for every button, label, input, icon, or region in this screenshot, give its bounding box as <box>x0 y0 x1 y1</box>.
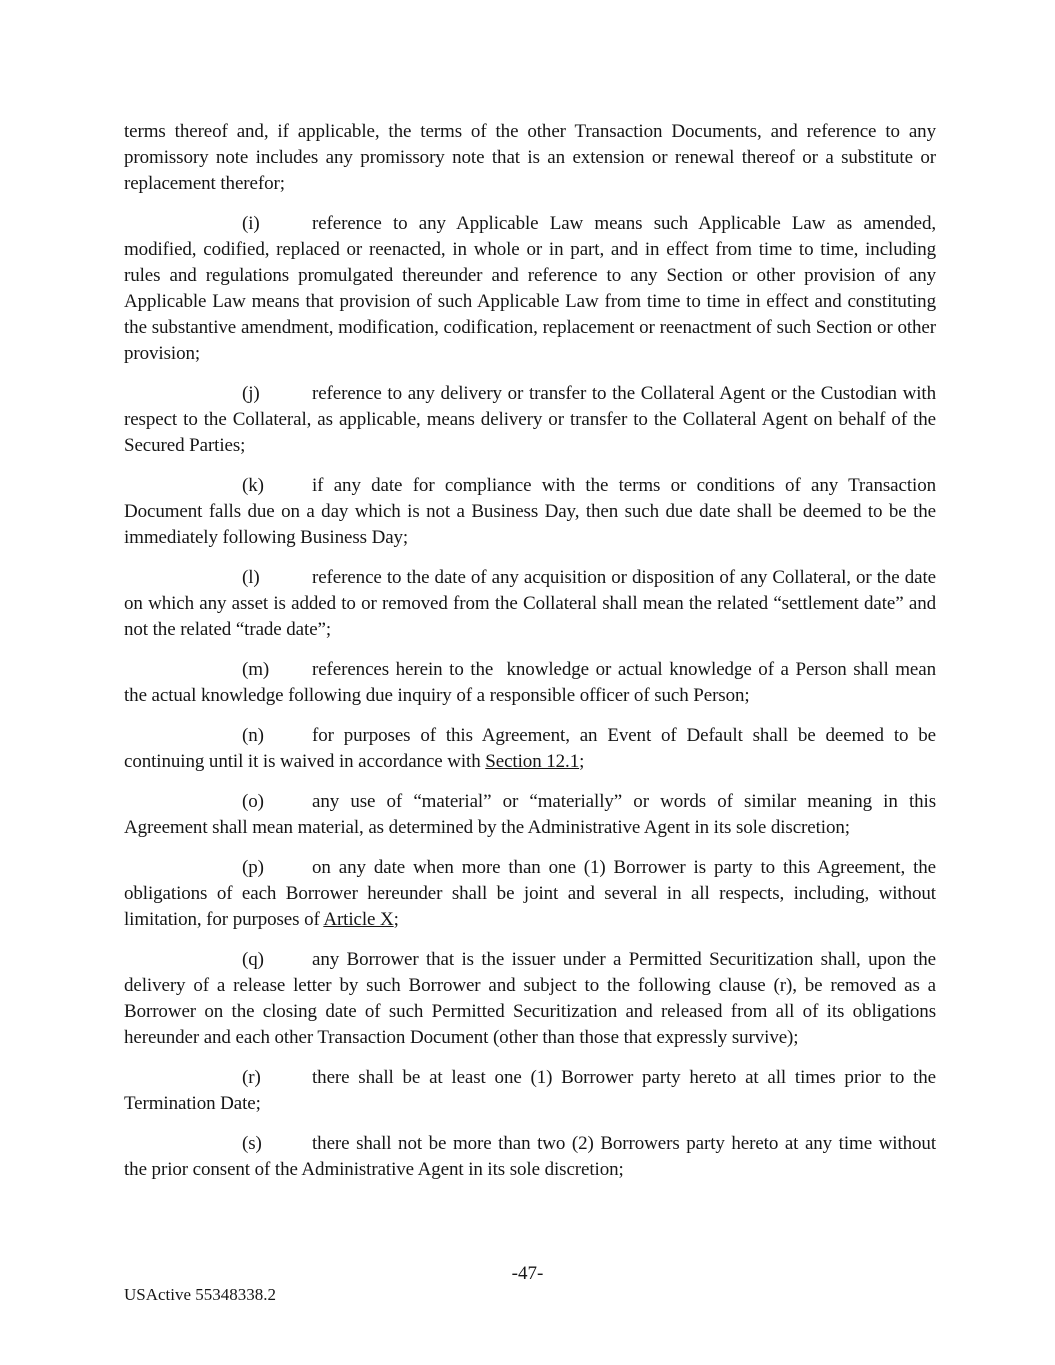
document-body <box>124 119 936 1197</box>
paragraph <box>124 565 936 643</box>
footer-doc-id: USActive 55348338.2 <box>124 1285 277 1304</box>
paragraph <box>124 473 936 551</box>
paragraph-label: (k) <box>242 475 264 496</box>
paragraph <box>124 723 936 775</box>
paragraph <box>124 657 936 709</box>
paragraph-text: if any date for compliance with the terms or conditions of any Transaction Document falls due on a day which is not a Business Day, then such due date shall be deemed to be the immediately following Business Day; <box>124 475 936 548</box>
paragraph-label: (n) <box>242 725 264 746</box>
paragraph-label: (j) <box>242 383 260 404</box>
cross-reference-link: Section 12.1 <box>485 751 580 772</box>
paragraph-text: reference to any delivery or transfer to the Collateral Agent or the Custodian with respect to the Collateral, as applicable, means delivery or transfer to the Collateral Agent on behalf of the Secured Parties; <box>124 383 936 456</box>
paragraph-text: for purposes of this Agreement, an Event of Default shall be deemed to be continuing until it is waived in accordance with <box>124 725 936 772</box>
paragraph-text: there shall be at least one (1) Borrower party hereto at all times prior to the Termination Date; <box>124 1067 936 1114</box>
paragraph <box>124 381 936 459</box>
paragraph-text: ; <box>393 909 399 930</box>
paragraph-text: there shall not be more than two (2) Borrowers party hereto at any time without the prior consent of the Administrative Agent in its sole discretion; <box>124 1133 936 1180</box>
paragraph-text: any use of “material” or “materially” or words of similar meaning in this Agreement shall mean material, as determined by the Administrative Agent in its sole discretion; <box>124 791 936 838</box>
paragraph-label: (o) <box>242 791 264 812</box>
page-number: -47- <box>511 1263 544 1284</box>
paragraph-text: reference to any Applicable Law means such Applicable Law as amended, modified, codified, replaced or reenacted, in whole or in part, and in effect from time to time, including rules and regulations promulgated thereunder and reference to any Section or other provision of any Applicable Law means that provision of such Applicable Law from time to time in effect and constituting the substantive amendment, modification, codification, replacement or reenactment of such Section or other provision; <box>124 213 936 364</box>
paragraph-text: on any date when more than one (1) Borrower is party to this Agreement, the obligations of each Borrower hereunder shall be joint and several in all respects, including, without limitation, for purposes of <box>124 857 936 930</box>
paragraph <box>124 211 936 367</box>
paragraph <box>124 947 936 1051</box>
paragraph-text: ; <box>579 751 585 772</box>
paragraph-label: (r) <box>242 1067 261 1088</box>
paragraph-label: (l) <box>242 567 260 588</box>
paragraph <box>124 789 936 841</box>
paragraph-text: any Borrower that is the issuer under a Permitted Securitization shall, upon the delivery of a release letter by such Borrower and subject to the following clause (r), be removed as a Borrower on the closing date of such Permitted Securitization and released from all of its obligations hereunder and each other Transaction Document (other than those that expressly survive); <box>124 949 936 1048</box>
paragraph <box>124 119 936 197</box>
paragraph <box>124 1065 936 1117</box>
paragraph <box>124 1131 936 1183</box>
cross-reference-link: Article X <box>323 909 394 930</box>
paragraph-text: reference to the date of any acquisition or disposition of any Collateral, or the date on which any asset is added to or removed from the Collateral shall mean the related “settlement date” and not the related “trade date”; <box>124 567 936 640</box>
paragraph <box>124 855 936 933</box>
paragraph-text: terms thereof and, if applicable, the terms of the other Transaction Documents, and reference to any promissory note includes any promissory note that is an extension or renewal thereof or a substitute or replacement therefor; <box>124 121 936 194</box>
paragraph-label: (p) <box>242 857 264 878</box>
paragraph-text: references herein to the knowledge or actual knowledge of a Person shall mean the actual knowledge following due inquiry of a responsible officer of such Person; <box>124 659 936 706</box>
paragraph-label: (s) <box>242 1133 262 1154</box>
paragraph-label: (m) <box>242 659 270 680</box>
paragraph-label: (i) <box>242 213 260 234</box>
paragraph-label: (q) <box>242 949 264 970</box>
